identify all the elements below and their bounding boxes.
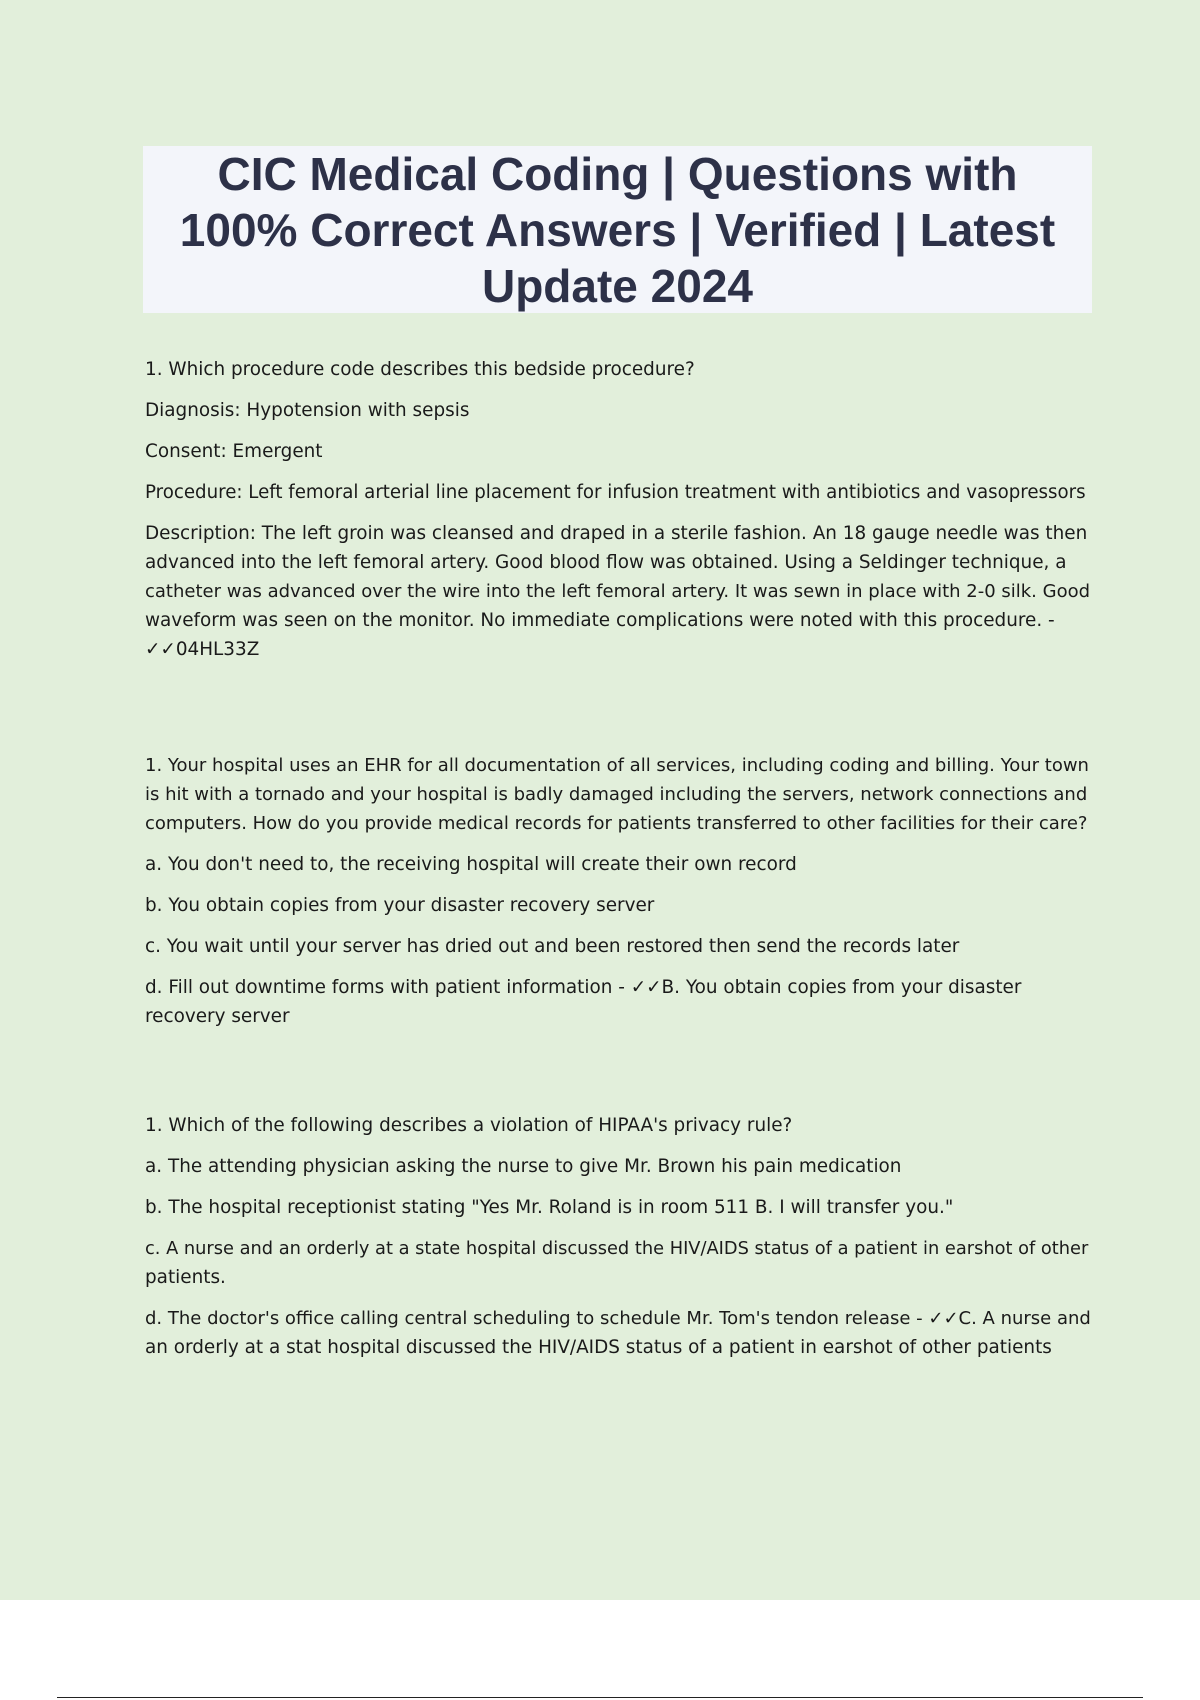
text-line: patients.	[145, 1267, 226, 1288]
text-line: Procedure: Left femoral arterial line placement for infusion treatment with antibiotics and vasopressors	[145, 482, 1086, 503]
question-paragraph	[145, 1111, 1095, 1140]
text-line: c. You wait until your server has dried out and been restored then send the records later	[145, 936, 960, 957]
text-line: waveform was seen on the monitor. No immediate complications were noted with this procedure. -	[145, 610, 1055, 631]
question-block	[145, 751, 1095, 1043]
question-paragraph	[145, 751, 1095, 838]
question-paragraph	[145, 478, 1095, 507]
text-line: c. A nurse and an orderly at a state hospital discussed the HIV/AIDS status of a patient in earshot of other	[145, 1238, 1089, 1259]
text-line: b. The hospital receptionist stating "Yes Mr. Roland is in room 511 B. I will transfer you."	[145, 1197, 954, 1218]
text-line: 1. Your hospital uses an EHR for all documentation of all services, including coding and billing. Your town	[145, 755, 1089, 776]
text-line: advanced into the left femoral artery. Good blood flow was obtained. Using a Seldinger technique, a	[145, 552, 1067, 573]
text-line: 1. Which of the following describes a violation of HIPAA's privacy rule?	[145, 1115, 793, 1136]
question-paragraph	[145, 355, 1095, 384]
title-line: 100% Correct Answers | Verified | Latest	[179, 204, 1056, 256]
question-paragraph	[145, 519, 1095, 664]
text-line: Description: The left groin was cleansed and draped in a sterile fashion. An 18 gauge needle was then	[145, 523, 1088, 544]
title-banner	[143, 146, 1092, 313]
question-paragraph	[145, 1193, 1095, 1222]
text-line: a. The attending physician asking the nurse to give Mr. Brown his pain medication	[145, 1156, 902, 1177]
text-line: computers. How do you provide medical records for patients transferred to other facilities for their care?	[145, 813, 1088, 834]
text-line: a. You don't need to, the receiving hospital will create their own record	[145, 854, 797, 875]
question-paragraph	[145, 850, 1095, 879]
text-line: Diagnosis: Hypotension with sepsis	[145, 400, 470, 421]
footer-divider	[57, 1697, 1143, 1698]
question-paragraph	[145, 437, 1095, 466]
text-line: d. Fill out downtime forms with patient information - ✓✓B. You obtain copies from your disaster	[145, 977, 1022, 998]
question-paragraph	[145, 932, 1095, 961]
title-line: CIC Medical Coding | Questions with	[217, 148, 1018, 200]
title-line: Update 2024	[481, 260, 753, 312]
text-line: is hit with a tornado and your hospital is badly damaged including the servers, network connections and	[145, 784, 1088, 805]
question-paragraph	[145, 1152, 1095, 1181]
text-line: ✓✓04HL33Z	[145, 639, 260, 660]
text-line: d. The doctor's office calling central scheduling to schedule Mr. Tom's tendon release - ✓✓C. A nurse and	[145, 1308, 1091, 1329]
question-paragraph	[145, 973, 1095, 1031]
text-line: b. You obtain copies from your disaster recovery server	[145, 895, 655, 916]
text-line: 1. Which procedure code describes this bedside procedure?	[145, 359, 695, 380]
text-line: recovery server	[145, 1006, 290, 1027]
question-paragraph	[145, 1234, 1095, 1292]
text-line: Consent: Emergent	[145, 441, 323, 462]
question-block	[145, 1111, 1095, 1374]
question-paragraph	[145, 396, 1095, 425]
question-block	[145, 355, 1095, 676]
text-line: an orderly at a stat hospital discussed the HIV/AIDS status of a patient in earshot of other patients	[145, 1337, 1052, 1358]
question-paragraph	[145, 1304, 1095, 1362]
question-paragraph	[145, 891, 1095, 920]
text-line: catheter was advanced over the wire into the left femoral artery. It was sewn in place with 2-0 silk. Good	[145, 581, 1091, 602]
